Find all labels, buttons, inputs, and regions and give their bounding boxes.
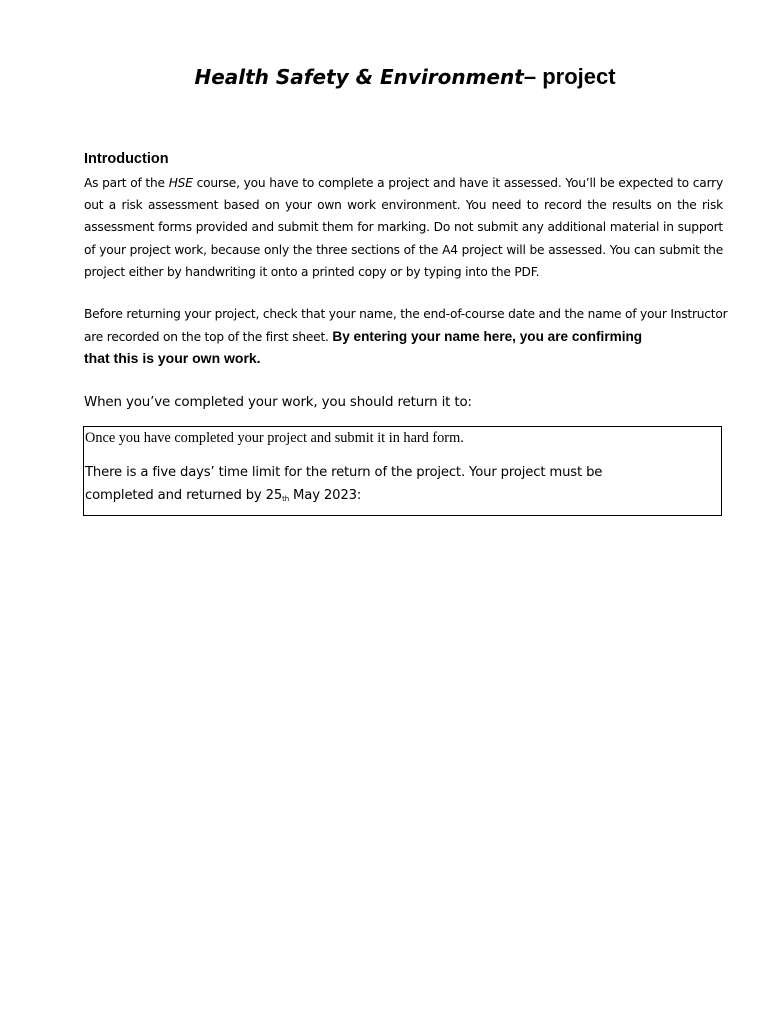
title-italic-part: Health Safety & Environment bbox=[194, 65, 524, 89]
submission-check-line-1: Before returning your project, check that your name, the end-of-course date and the name of your Instructor bbox=[84, 307, 728, 321]
intro-suffix: course, you have to complete a project and have it assessed. You’ll be expected to carry out a risk assessment based on your own work environment. You need to record the results on the risk assessment forms provided and submit them for marking. Do not submit any additional material in support of your project work, because only the three sections of the A4 project will be assessed. You can submit the project either by handwriting it onto a printed copy or by typing into the PDF. bbox=[84, 176, 723, 279]
intro-prefix: As part of the bbox=[84, 176, 169, 190]
document-title bbox=[0, 62, 768, 92]
intro-hse-emphasis: HSE bbox=[168, 176, 193, 190]
confirmation-bold-part-1: By entering your name here, you are confirming bbox=[332, 328, 643, 344]
return-instruction: When you’ve completed your work, you should return it to: bbox=[84, 395, 472, 410]
deadline-note bbox=[85, 461, 705, 507]
submission-check-line-2-text: are recorded on the top of the first sheet. bbox=[84, 329, 333, 344]
deadline-line-1: There is a five days’ time limit for the return of the project. Your project must be bbox=[85, 465, 603, 480]
title-rest-part: – project bbox=[523, 64, 616, 89]
introduction-heading: Introduction bbox=[84, 151, 169, 167]
introduction-paragraph bbox=[84, 172, 723, 283]
submission-check-line-2 bbox=[84, 326, 723, 349]
deadline-prefix: completed and returned by 25 bbox=[85, 488, 283, 503]
deadline-ordinal-suffix: th bbox=[282, 495, 289, 503]
deadline-suffix: May 2023: bbox=[289, 488, 362, 503]
submission-check-paragraph bbox=[84, 304, 728, 369]
return-info-box bbox=[83, 426, 722, 516]
confirmation-bold-part-2: that this is your own work. bbox=[84, 350, 261, 366]
hard-form-submission-note: Once you have completed your project and submit it in hard form. bbox=[85, 430, 464, 446]
